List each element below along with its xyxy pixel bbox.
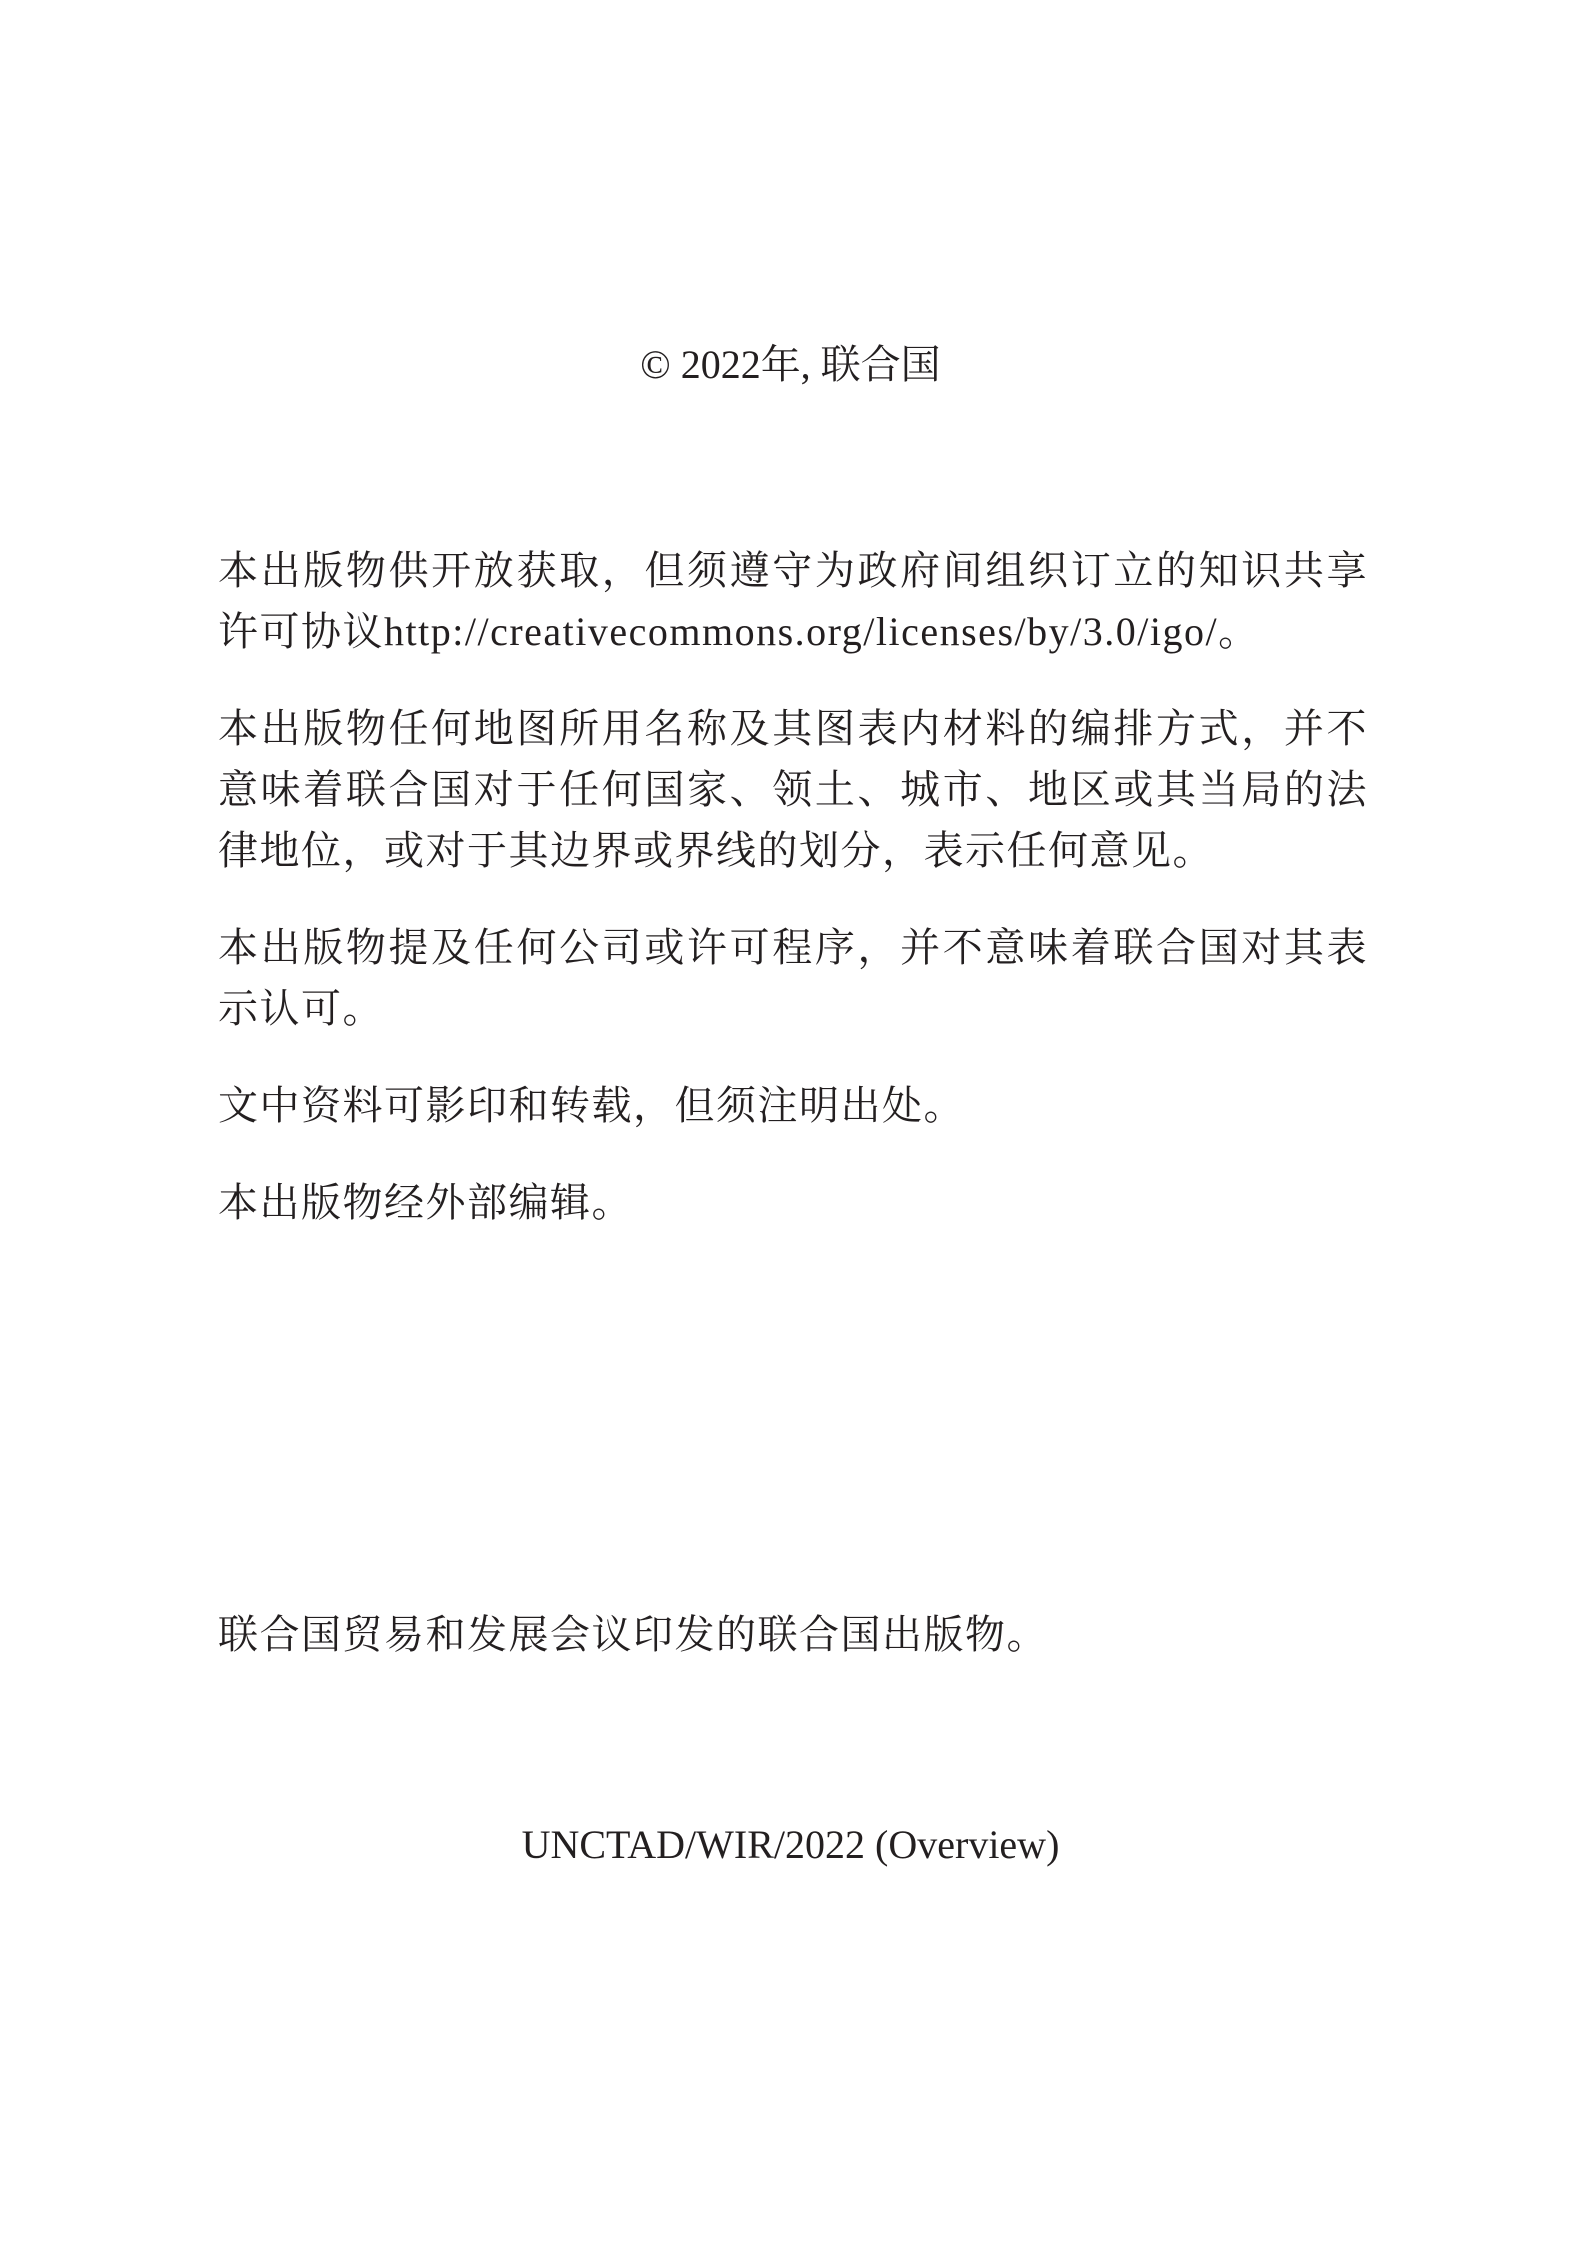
reproduction-paragraph: 文中资料可影印和转载，但须注明出处。 xyxy=(218,1083,965,1128)
copyright-notice: © 2022年, 联合国 xyxy=(640,342,941,387)
document-symbol: UNCTAD/WIR/2022 (Overview) xyxy=(521,1822,1060,1867)
editing-paragraph: 本出版物经外部编辑。 xyxy=(218,1180,633,1225)
legal-notice-block xyxy=(218,540,1368,1269)
license-paragraph: 本出版物供开放获取，但须遵守为政府间组织订立的知识共享许可协议http://creativecommons.org/licenses/by/3.0/igo/。 xyxy=(218,548,1368,654)
publisher-note: 联合国贸易和发展会议印发的联合国出版物。 xyxy=(218,1612,1048,1657)
maps-disclaimer-paragraph: 本出版物任何地图所用名称及其图表内材料的编排方式，并不意味着联合国对于任何国家、领土、城市、地区或其当局的法律地位，或对于其边界或界线的划分，表示任何意见。 xyxy=(218,706,1368,873)
endorsement-disclaimer-paragraph: 本出版物提及任何公司或许可程序，并不意味着联合国对其表示认可。 xyxy=(218,925,1368,1031)
